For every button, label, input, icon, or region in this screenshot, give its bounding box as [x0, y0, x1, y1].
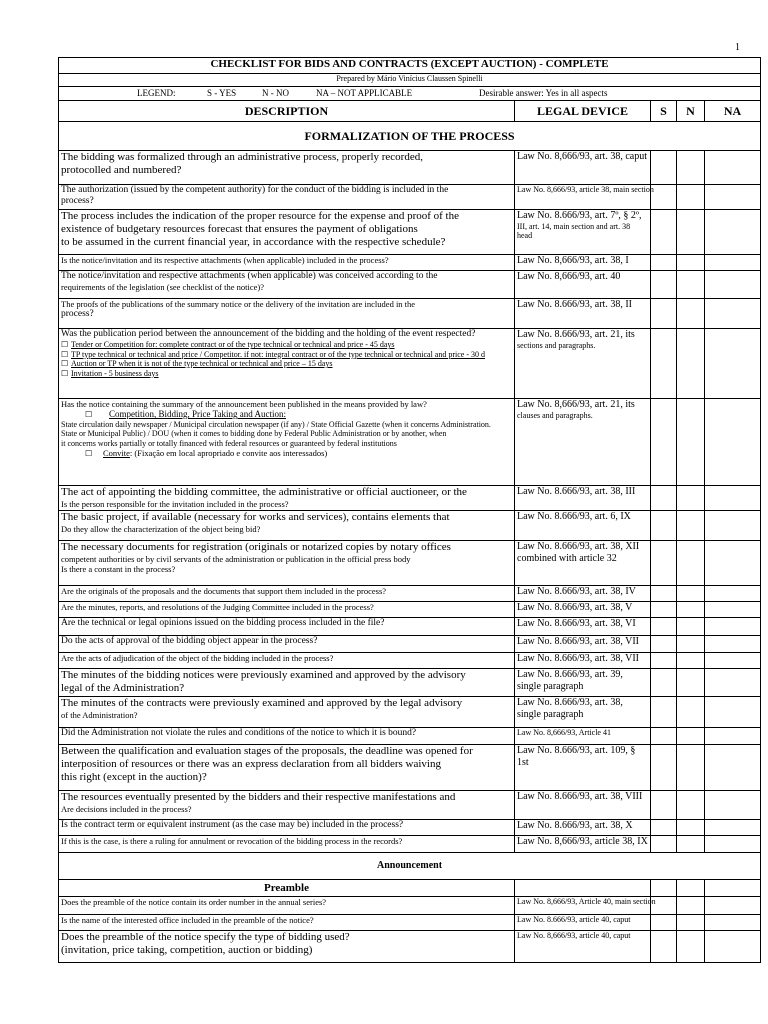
- legal-device: [515, 636, 651, 653]
- answer-cell-s[interactable]: [651, 653, 677, 669]
- description-line: Between the qualification and evaluation stages of the proposals, the deadline was opened for: [61, 745, 473, 757]
- legal-device-line: Law No. 8,666/93, art. 38, I: [517, 255, 629, 266]
- legal-device-line: Law No. 8.666/93, art. 38, VIII: [517, 791, 643, 802]
- legal-device: [515, 210, 651, 255]
- answer-cell-n[interactable]: [677, 185, 705, 210]
- checkbox-icon: ☐: [61, 359, 69, 369]
- description-line: The process includes the indication of the proper resource for the expense and proof of the: [61, 210, 459, 222]
- item-description: [59, 697, 515, 728]
- answer-cell-na[interactable]: [705, 299, 761, 329]
- item-description: [59, 653, 515, 669]
- answer-cell-n[interactable]: [677, 486, 705, 511]
- item-description: [59, 602, 515, 618]
- answer-cell-n[interactable]: [677, 602, 705, 618]
- legend: [59, 87, 761, 101]
- description-line: Are the minutes, reports, and resolutions of the Judging Committee included in the process?: [61, 602, 374, 612]
- description-line: Is there a constant in the process?: [61, 563, 176, 574]
- description-line: Is the notice/invitation and its respective attachments (when applicable) included in the process?: [61, 255, 389, 265]
- legal-device-line: III, art. 14, main section and art. 38: [517, 221, 631, 231]
- item-description: [59, 618, 515, 636]
- legal-device-line: Law No. 8.666/93, art. 7º, § 2º,: [517, 210, 642, 221]
- answer-cell-na[interactable]: [705, 399, 761, 486]
- item-description: [59, 791, 515, 820]
- legal-device: [515, 820, 651, 836]
- answer-cell-n[interactable]: [677, 836, 705, 853]
- item-description: [59, 511, 515, 541]
- legal-device: [515, 511, 651, 541]
- header-na: NA: [705, 101, 761, 122]
- answer-cell-n[interactable]: [677, 511, 705, 541]
- checkbox-icon: ☐: [61, 340, 69, 350]
- legal-device-line: Law No. 8.666/93, art. 21, its: [517, 329, 635, 340]
- checklist-row: [59, 836, 761, 853]
- checklist-row: [59, 820, 761, 836]
- legal-device-line: Law No. 8,666/93, article 38, main section: [517, 185, 654, 194]
- checklist-row: [59, 931, 761, 963]
- legal-device: [515, 271, 651, 299]
- checkbox-icon: ☐: [61, 349, 69, 359]
- description-line: existence of budgetary resources forecast that ensures the payment of obligations: [61, 222, 418, 235]
- description-line: Are decisions included in the process?: [61, 803, 192, 814]
- answer-cell-s[interactable]: [651, 210, 677, 255]
- option-text: Invitation - 5 business days: [71, 368, 159, 378]
- answer-cell-s[interactable]: [651, 602, 677, 618]
- answer-cell-s[interactable]: [651, 669, 677, 697]
- legend-no: N - NO: [262, 88, 289, 98]
- answer-cell-s[interactable]: [651, 541, 677, 586]
- checklist-row: [59, 255, 761, 271]
- answer-cell-na[interactable]: [705, 271, 761, 299]
- item-description: [59, 299, 515, 329]
- publication-means-detail: State circulation daily newspaper / Municipal circulation newspaper (if any) / State Official Gazette (when it concerns Administration.: [61, 419, 491, 429]
- item-description: [59, 329, 515, 399]
- legal-device: [515, 915, 651, 931]
- description-line: protocolled and numbered?: [61, 163, 182, 176]
- answer-cell-na[interactable]: [705, 669, 761, 697]
- description-line: of the Administration?: [61, 709, 138, 720]
- description-line: The minutes of the contracts were previously examined and approved by the legal advisory: [61, 697, 463, 709]
- description-line: Are the originals of the proposals and the documents that support them included in the process?: [61, 586, 387, 596]
- legal-device-line: Law No. 8,666/93, Article 41: [517, 728, 611, 737]
- legal-device-line: Law No. 8,666/93, article 40, caput: [517, 931, 631, 940]
- checklist-row: [59, 791, 761, 820]
- legend-na: NA – NOT APPLICABLE: [316, 88, 413, 98]
- item-description: [59, 210, 515, 255]
- option-text: Convite: [103, 447, 130, 458]
- checklist-row: [59, 486, 761, 511]
- checklist-row: [59, 897, 761, 915]
- description-line: Has the notice containing the summary of the announcement been published in the means provided by law?: [61, 399, 427, 409]
- legal-device: [515, 669, 651, 697]
- answer-cell-n[interactable]: [677, 669, 705, 697]
- answer-cell-na[interactable]: [705, 185, 761, 210]
- answer-cell-na[interactable]: [705, 745, 761, 791]
- answer-cell-na[interactable]: [705, 151, 761, 185]
- description-line: Is the name of the interested office included in the preamble of the notice?: [61, 915, 314, 925]
- checklist-row: [59, 618, 761, 636]
- publication-period-option: [61, 350, 512, 359]
- answer-cell-n[interactable]: [677, 151, 705, 185]
- checklist-row: [59, 586, 761, 602]
- legal-device: [515, 931, 651, 963]
- answer-cell-na[interactable]: [705, 636, 761, 653]
- answer-cell-s[interactable]: [651, 931, 677, 963]
- legal-device-line: Law No. 8.666/93, art. 38, VI: [517, 618, 636, 629]
- answer-cell-n[interactable]: [677, 399, 705, 486]
- item-description: [59, 897, 515, 915]
- checklist-row: [59, 271, 761, 299]
- legal-device-line: Law No. 8,666/93, art. 21, its: [517, 399, 635, 410]
- answer-cell-n[interactable]: [677, 931, 705, 963]
- checklist-row: [59, 653, 761, 669]
- description-line: Are the acts of adjudication of the object of the bidding included in the process?: [61, 653, 334, 663]
- item-description: [59, 255, 515, 271]
- publication-period-option: [61, 359, 512, 368]
- publication-period-option: [61, 340, 512, 349]
- description-line: (invitation, price taking, competition, auction or bidding): [61, 943, 313, 956]
- answer-cell-s[interactable]: [651, 836, 677, 853]
- description-line: interposition of resources or there was an express declaration from all bidders waiving: [61, 757, 441, 770]
- checklist-row: [59, 697, 761, 728]
- description-line: Did the Administration not violate the rules and conditions of the notice to which it is bound?: [61, 728, 417, 738]
- checklist-row: [59, 299, 761, 329]
- document-title: CHECKLIST FOR BIDS AND CONTRACTS (EXCEPT AUCTION) - COMPLETE: [59, 58, 761, 74]
- prepared-by: Prepared by Mário Vinícius Claussen Spinelli: [59, 74, 761, 87]
- page-number: 1: [735, 42, 740, 53]
- legal-device: [515, 697, 651, 728]
- legal-device-line: Law No. 8.666/93, art. 39,: [517, 669, 623, 680]
- description-line: legal of the Administration?: [61, 681, 185, 694]
- answer-cell-n[interactable]: [677, 728, 705, 745]
- answer-cell-s[interactable]: [651, 745, 677, 791]
- checklist-row: [59, 669, 761, 697]
- legal-device-line: Law No. 8.666/93, art. 6, IX: [517, 511, 631, 522]
- answer-cell-s[interactable]: [651, 299, 677, 329]
- legal-device-line: Law No. 8,666/93, art. 40: [517, 271, 621, 282]
- legal-device-line: Law No. 8.666/93, art. 38, V: [517, 602, 633, 613]
- legend-label: LEGEND:: [137, 88, 176, 98]
- answer-cell-n[interactable]: [677, 271, 705, 299]
- answer-cell-n[interactable]: [677, 210, 705, 255]
- answer-cell-s[interactable]: [651, 255, 677, 271]
- legal-device: [515, 791, 651, 820]
- checklist-row: [59, 185, 761, 210]
- answer-cell-na[interactable]: [705, 618, 761, 636]
- answer-cell-n[interactable]: [677, 745, 705, 791]
- subsection-preamble: Preamble: [59, 880, 761, 897]
- legal-device: [515, 541, 651, 586]
- legal-device-line: Law No. 8,666/93, Article 40, main section: [517, 897, 656, 906]
- publication-means-detail: State or Municipal Public) / DOU (when it comes to bidding done by Federal Public Administration or by another, when: [61, 429, 447, 439]
- answer-cell-n[interactable]: [677, 586, 705, 602]
- legal-device: [515, 653, 651, 669]
- legend-yes: S - YES: [207, 88, 237, 98]
- description-line: Are the technical or legal opinions issued on the bidding process included in the file?: [61, 618, 385, 628]
- description-line: requirements of the legislation (see checklist of the notice)?: [61, 282, 264, 293]
- answer-cell-s[interactable]: [651, 486, 677, 511]
- answer-cell-n[interactable]: [677, 255, 705, 271]
- item-description: [59, 636, 515, 653]
- description-line: this right (except in the auction)?: [61, 770, 207, 783]
- legal-device: [515, 836, 651, 853]
- legal-device-line: Law No. 8,666/93, article 38, IX: [517, 836, 648, 847]
- legal-device-line: Law No. 8.666/93, art. 109, §: [517, 745, 636, 756]
- checkbox-icon: ☐: [85, 410, 93, 420]
- answer-cell-n[interactable]: [677, 697, 705, 728]
- legal-device: [515, 602, 651, 618]
- description-line: The authorization (issued by the competent authority) for the conduct of the bidding is included in the: [61, 185, 449, 195]
- legal-device-line: Law No. 8.666/93, art. 38, III: [517, 486, 636, 497]
- legal-device-line: sections and paragraphs.: [517, 340, 596, 350]
- checklist-row: [59, 151, 761, 185]
- header-s: S: [651, 101, 677, 122]
- answer-cell-s[interactable]: [651, 636, 677, 653]
- preamble-rows: [59, 897, 761, 963]
- item-description: [59, 486, 515, 511]
- item-description: [59, 836, 515, 853]
- item-description: [59, 745, 515, 791]
- item-description: [59, 271, 515, 299]
- answer-cell-na[interactable]: [705, 329, 761, 399]
- description-line: Does the preamble of the notice contain its order number in the annual series?: [61, 897, 327, 907]
- answer-cell-na[interactable]: [705, 931, 761, 963]
- item-description: [59, 915, 515, 931]
- answer-cell-s[interactable]: [651, 618, 677, 636]
- answer-cell-na[interactable]: [705, 541, 761, 586]
- option-text: Tender or Competition for: complete contract or of the type technical or technical and price - 45 days: [71, 340, 395, 350]
- answer-cell-na[interactable]: [705, 255, 761, 271]
- checklist-row: [59, 745, 761, 791]
- description-line: If this is the case, is there a ruling for annulment or revocation of the bidding process in the records?: [61, 836, 403, 846]
- legal-device: [515, 255, 651, 271]
- description-line: The basic project, if available (necessary for works and services), contains elements that: [61, 511, 450, 523]
- option-text: Competition, Bidding, Price Taking and Auction:: [109, 409, 286, 420]
- legal-device: [515, 586, 651, 602]
- legal-device: [515, 185, 654, 210]
- legal-device: [515, 151, 651, 185]
- legal-device-line: Law No. 8.666/93, art. 38, VII: [517, 636, 640, 647]
- item-description: [59, 820, 515, 836]
- answer-cell-na[interactable]: [705, 915, 761, 931]
- answer-cell-na[interactable]: [705, 820, 761, 836]
- answer-cell-n[interactable]: [677, 653, 705, 669]
- option-text: Auction or TP when it is not of the type technical or technical and price – 15 days: [71, 359, 333, 369]
- checklist-row: [59, 728, 761, 745]
- description-line: Does the preamble of the notice specify the type of bidding used?: [61, 931, 350, 943]
- header-row: [59, 101, 761, 122]
- answer-cell-na[interactable]: [705, 511, 761, 541]
- checklist-row: [59, 602, 761, 618]
- answer-cell-s[interactable]: [651, 185, 677, 210]
- legal-device-line: Law No. 8.666/93, art. 38, IV: [517, 586, 636, 597]
- publication-means-option: [61, 409, 512, 420]
- legal-device-line: Law No. 8.666/93, article 40, caput: [517, 915, 631, 924]
- legal-device-line: Law No. 8.666/93, art. 38, VII: [517, 653, 640, 664]
- legal-device-line: Law No. 8,666/93, art. 38, caput: [517, 151, 647, 162]
- legal-device-line: Law No. 8.666/93, art. 38, II: [517, 299, 632, 310]
- legal-device: [515, 897, 656, 915]
- description-line: The act of appointing the bidding committee, the administrative or official auctioneer, or the: [61, 486, 467, 498]
- answer-cell-s[interactable]: [651, 511, 677, 541]
- legal-device-line: head: [517, 231, 533, 241]
- description-line: to be assumed in the current financial year, in accordance with the respective schedule?: [61, 235, 446, 248]
- answer-cell-s[interactable]: [651, 915, 677, 931]
- checklist-row: [59, 541, 761, 586]
- publication-means-option: [61, 448, 512, 458]
- header-legal-device: LEGAL DEVICE: [515, 101, 651, 122]
- legal-device-line: Law No. 8.666/93, art. 38, X: [517, 820, 633, 831]
- legal-device-line: combined with article 32: [517, 552, 617, 564]
- description-line: Was the publication period between the announcement of the bidding and the holding of the event respected?: [61, 329, 476, 339]
- answer-cell-n[interactable]: [677, 636, 705, 653]
- answer-cell-na[interactable]: [705, 697, 761, 728]
- legend-desirable: Desirable answer: Yes in all aspects: [479, 88, 608, 98]
- checklist-table: [58, 57, 761, 963]
- checklist-row: [59, 399, 761, 486]
- answer-cell-s[interactable]: [651, 329, 677, 399]
- answer-cell-na[interactable]: [705, 586, 761, 602]
- answer-cell-n[interactable]: [677, 915, 705, 931]
- legal-device-line: Law No. 8.666/93, art. 38,: [517, 697, 623, 708]
- description-line: The proofs of the publications of the summary notice or the delivery of the invitation are included in the: [61, 299, 416, 309]
- answer-cell-n[interactable]: [677, 329, 705, 399]
- answer-cell-n[interactable]: [677, 618, 705, 636]
- item-description: [59, 185, 515, 210]
- answer-cell-na[interactable]: [705, 791, 761, 820]
- legal-device: [515, 728, 651, 745]
- header-n: N: [677, 101, 705, 122]
- option-text: TP type technical or technical and price / Competitor. if not: integral contract or of the type technical or technical and price - 30 d: [71, 349, 485, 359]
- publication-means-detail: it concerns works partially or totally financed with federal resources or guaranteed by federal institutions: [61, 438, 397, 448]
- item-description: [59, 541, 515, 586]
- description-line: Do the acts of approval of the bidding object appear in the process?: [61, 636, 318, 646]
- option-text: : (Fixação em local apropriado e convite aos interessados): [129, 447, 328, 458]
- legal-device-line: Law No. 8.666/93, art. 38, XII: [517, 541, 640, 552]
- answer-cell-n[interactable]: [677, 897, 705, 915]
- checklist-row: [59, 636, 761, 653]
- answer-cell-na[interactable]: [705, 486, 761, 511]
- answer-cell-n[interactable]: [677, 820, 705, 836]
- answer-cell-na[interactable]: [705, 728, 761, 745]
- legal-device: [515, 618, 651, 636]
- description-line: Is the contract term or equivalent instrument (as the case may be) included in the process?: [61, 820, 404, 830]
- section-formalization: FORMALIZATION OF THE PROCESS: [59, 122, 761, 151]
- item-description: [59, 399, 515, 486]
- answer-cell-s[interactable]: [651, 271, 677, 299]
- checkbox-icon: ☐: [85, 448, 93, 458]
- answer-cell-s[interactable]: [651, 586, 677, 602]
- item-description: [59, 586, 515, 602]
- item-description: [59, 728, 515, 745]
- legal-device-line: single paragraph: [517, 708, 584, 720]
- answer-cell-s[interactable]: [651, 728, 677, 745]
- section-announcement: Announcement: [59, 853, 761, 880]
- answer-cell-na[interactable]: [705, 210, 761, 255]
- legal-device: [515, 329, 651, 399]
- checkbox-icon: ☐: [61, 368, 69, 378]
- answer-cell-s[interactable]: [651, 697, 677, 728]
- answer-cell-s[interactable]: [651, 791, 677, 820]
- legal-device-line: clauses and paragraphs.: [517, 410, 593, 420]
- checklist-row: [59, 329, 761, 399]
- description-line: The necessary documents for registration (originals or notarized copies by notary offices: [61, 541, 451, 553]
- description-line: Do they allow the characterization of the object being bid?: [61, 523, 261, 534]
- description-line: The resources eventually presented by the bidders and their respective manifestations and: [61, 791, 456, 803]
- answer-cell-na[interactable]: [705, 897, 761, 915]
- legal-device: [515, 745, 651, 791]
- description-line: The bidding was formalized through an administrative process, properly recorded,: [61, 151, 423, 163]
- answer-cell-s[interactable]: [651, 399, 677, 486]
- answer-cell-na[interactable]: [705, 836, 761, 853]
- publication-period-option: [61, 369, 512, 378]
- description-line: The minutes of the bidding notices were previously examined and approved by the advisory: [61, 669, 466, 681]
- description-line: process?: [61, 309, 94, 320]
- description-line: process?: [61, 196, 94, 207]
- answer-cell-n[interactable]: [677, 299, 705, 329]
- item-description: [59, 151, 515, 185]
- item-description: [59, 931, 515, 963]
- legal-device: [515, 299, 651, 329]
- checklist-row: [59, 210, 761, 255]
- item-description: [59, 669, 515, 697]
- description-line: competent authorities or by civil servants of the administration or publication in the official press body: [61, 553, 411, 564]
- checklist-row: [59, 511, 761, 541]
- answer-cell-s[interactable]: [651, 820, 677, 836]
- header-description: DESCRIPTION: [59, 101, 515, 122]
- answer-cell-n[interactable]: [677, 541, 705, 586]
- checklist-document: [58, 57, 760, 963]
- formalization-rows: [59, 151, 761, 853]
- answer-cell-na[interactable]: [705, 653, 761, 669]
- legal-device: [515, 486, 651, 511]
- description-line: The notice/invitation and respective attachments (when applicable) was conceived according to the: [61, 271, 438, 281]
- answer-cell-na[interactable]: [705, 602, 761, 618]
- checklist-row: [59, 915, 761, 931]
- legal-device-line: 1st: [517, 756, 529, 768]
- legal-device-line: single paragraph: [517, 680, 584, 692]
- answer-cell-n[interactable]: [677, 791, 705, 820]
- answer-cell-s[interactable]: [651, 151, 677, 185]
- description-line: Is the person responsible for the invitation included in the process?: [61, 498, 289, 509]
- legal-device: [515, 399, 651, 486]
